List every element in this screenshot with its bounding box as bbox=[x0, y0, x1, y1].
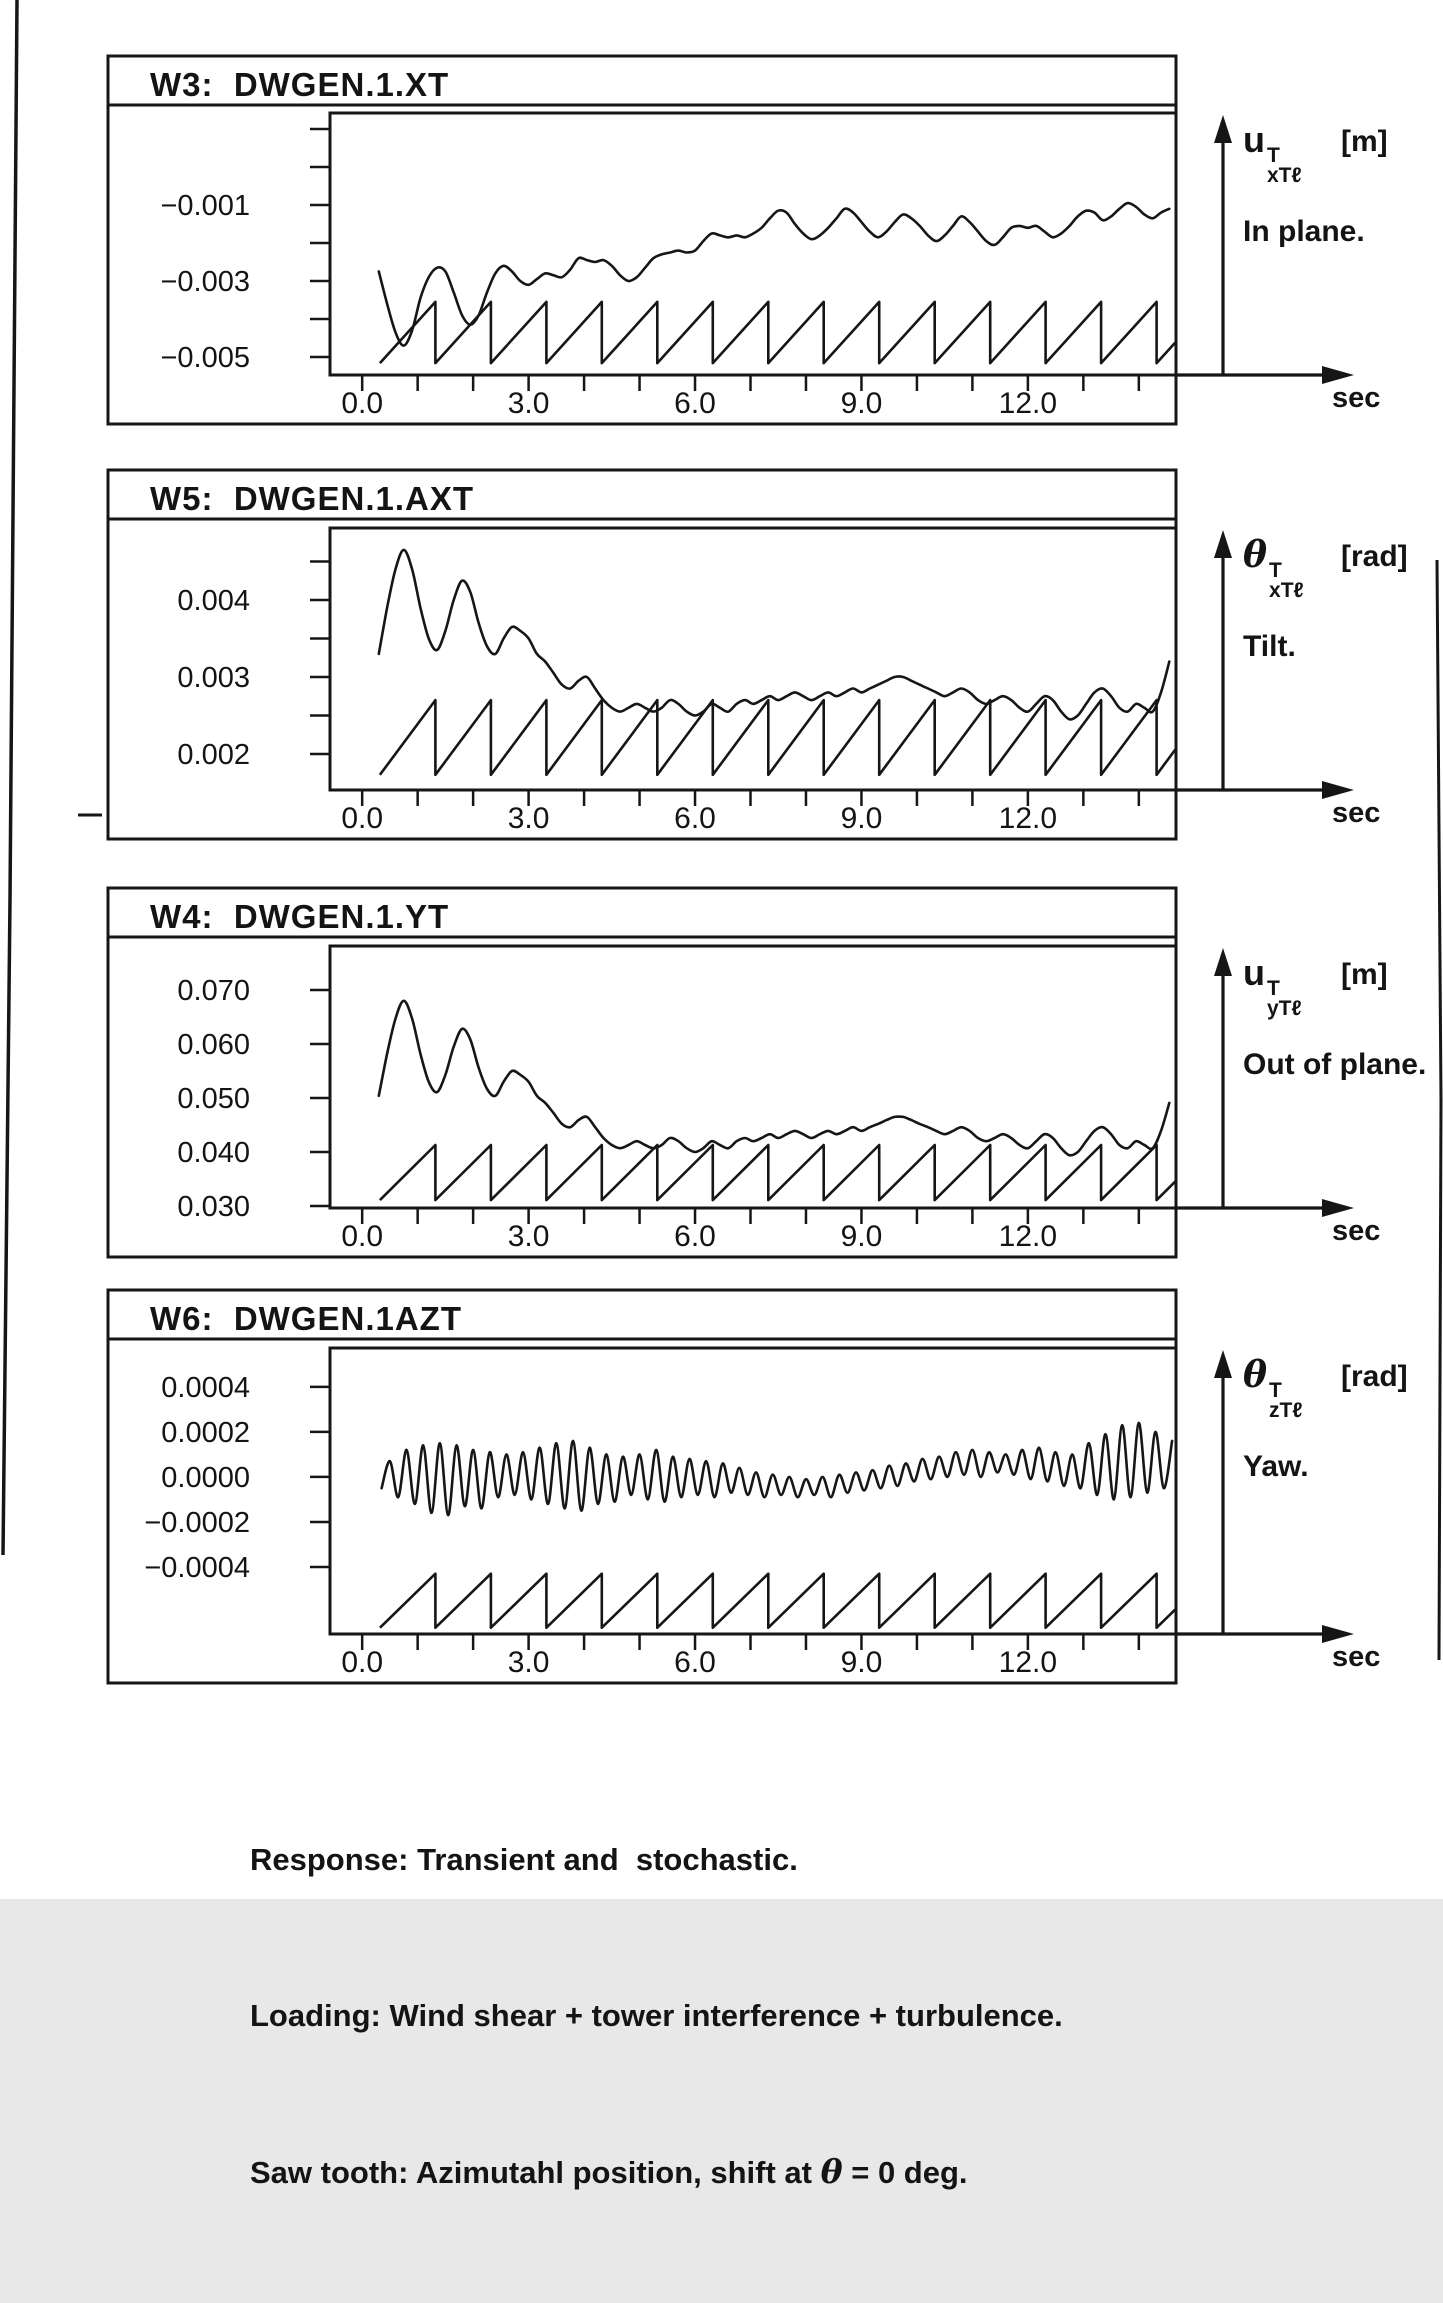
series-W6-azimuth-sawtooth bbox=[380, 1574, 1176, 1628]
time-unit-label: sec bbox=[1332, 1641, 1381, 1673]
time-unit-label: sec bbox=[1332, 1215, 1381, 1247]
y-tick-label: 0.003 bbox=[177, 661, 250, 694]
y-tick-label: 0.030 bbox=[177, 1191, 250, 1224]
series-W4-azimuth-sawtooth bbox=[380, 1145, 1176, 1200]
x-tick-label: 3.0 bbox=[507, 1220, 550, 1253]
time-unit-label: sec bbox=[1332, 797, 1381, 829]
axis-unit-W3: [m] bbox=[1341, 125, 1388, 158]
x-tick-label: 9.0 bbox=[840, 1646, 883, 1679]
x-tick-label: 12.0 bbox=[998, 387, 1058, 420]
axis-description-W4: Out of plane. bbox=[1243, 1048, 1427, 1081]
y-tick-label: −0.0002 bbox=[144, 1506, 250, 1539]
axis-symbol-W4 bbox=[1243, 952, 1302, 1019]
y-tick-label: 0.0004 bbox=[161, 1371, 250, 1404]
page-edge-left bbox=[3, 0, 17, 1555]
y-tick-label: −0.001 bbox=[160, 189, 250, 222]
y-tick-label: 0.0000 bbox=[161, 1461, 250, 1494]
symbol-sub: zTℓ bbox=[1269, 1398, 1303, 1422]
symbol-supsub bbox=[1267, 979, 1302, 1019]
page-edge-right bbox=[1437, 560, 1441, 1660]
x-tick-label: 6.0 bbox=[674, 1646, 716, 1679]
panel-title-W4: W4: DWGEN.1.YT bbox=[150, 898, 450, 935]
panel-W3-outer-box bbox=[108, 56, 1176, 424]
series-W6-response bbox=[382, 1423, 1173, 1515]
symbol-sub: yTℓ bbox=[1267, 996, 1302, 1020]
x-tick-label: 0.0 bbox=[341, 1646, 384, 1679]
y-tick-label: −0.005 bbox=[160, 341, 250, 374]
panel-W3-plot-box bbox=[330, 113, 1176, 375]
panel-W4-plot-box bbox=[330, 946, 1176, 1208]
axis-description-W5: Tilt. bbox=[1243, 630, 1296, 663]
x-tick-label: 0.0 bbox=[341, 1220, 384, 1253]
x-tick-label: 0.0 bbox=[341, 387, 384, 420]
panel-title-W5: W5: DWGEN.1.AXT bbox=[150, 480, 475, 517]
x-tick-label: 3.0 bbox=[507, 802, 550, 835]
symbol-base: u bbox=[1243, 952, 1265, 993]
caption-saw-prefix: Saw tooth: Azimutahl position, shift at bbox=[250, 2155, 821, 2190]
series-W4-response bbox=[379, 1001, 1170, 1156]
axis-unit-W6: [rad] bbox=[1341, 1360, 1408, 1393]
series-W3-azimuth-sawtooth bbox=[380, 302, 1176, 363]
series-W5-azimuth-sawtooth bbox=[380, 700, 1176, 775]
caption-saw-suffix: = 0 deg. bbox=[842, 2155, 968, 2190]
symbol-sup: T bbox=[1267, 977, 1280, 1000]
x-tick-label: 12.0 bbox=[998, 1220, 1058, 1253]
symbol-base: u bbox=[1243, 119, 1265, 160]
axis-description-W6: Yaw. bbox=[1243, 1450, 1309, 1483]
symbol-base: θ bbox=[1243, 1354, 1268, 1396]
symbol-supsub bbox=[1267, 146, 1302, 186]
axis-symbol-W5 bbox=[1243, 534, 1304, 601]
series-W5-response bbox=[379, 550, 1170, 720]
x-tick-label: 3.0 bbox=[507, 387, 550, 420]
x-tick-label: 9.0 bbox=[840, 802, 883, 835]
x-tick-label: 9.0 bbox=[840, 1220, 883, 1253]
y-tick-label: 0.050 bbox=[177, 1083, 250, 1116]
symbol-sup: T bbox=[1269, 1379, 1282, 1402]
y-tick-label: 0.0002 bbox=[161, 1416, 250, 1449]
time-unit-label: sec bbox=[1332, 382, 1381, 414]
x-tick-label: 12.0 bbox=[998, 1646, 1058, 1679]
symbol-sup: T bbox=[1267, 144, 1280, 167]
symbol-base: θ bbox=[1243, 534, 1268, 576]
theta-symbol: θ bbox=[820, 2152, 843, 2191]
response-axis-arrowhead bbox=[1214, 530, 1232, 558]
x-tick-label: 12.0 bbox=[998, 802, 1058, 835]
y-tick-label: −0.003 bbox=[160, 265, 250, 298]
response-axis-arrowhead bbox=[1214, 115, 1232, 143]
x-tick-label: 3.0 bbox=[507, 1646, 550, 1679]
axis-symbol-W3 bbox=[1243, 119, 1302, 186]
symbol-supsub bbox=[1269, 561, 1304, 601]
response-axis-arrowhead bbox=[1214, 948, 1232, 976]
series-W3-response bbox=[379, 203, 1170, 346]
axis-description-W3: In plane. bbox=[1243, 215, 1365, 248]
panel-W6-plot-box bbox=[330, 1348, 1176, 1634]
panel-W5-plot-box bbox=[330, 528, 1176, 790]
symbol-sub: xTℓ bbox=[1267, 163, 1302, 187]
y-tick-label: 0.002 bbox=[177, 738, 250, 771]
x-tick-label: 6.0 bbox=[674, 802, 716, 835]
x-tick-label: 6.0 bbox=[674, 387, 716, 420]
caption-block bbox=[250, 1730, 1063, 2303]
panel-W5-outer-box bbox=[108, 470, 1176, 839]
panel-title-W3: W3: DWGEN.1.XT bbox=[150, 66, 450, 103]
panel-W4-outer-box bbox=[108, 888, 1176, 1257]
axis-unit-W4: [m] bbox=[1341, 958, 1388, 991]
caption-loading: Loading: Wind shear + tower interference + turbulence. bbox=[250, 1998, 1063, 2033]
x-tick-label: 0.0 bbox=[341, 802, 384, 835]
y-tick-label: 0.070 bbox=[177, 974, 250, 1007]
caption-sawtooth bbox=[250, 2146, 1063, 2199]
symbol-sup: T bbox=[1269, 559, 1282, 582]
x-tick-label: 6.0 bbox=[674, 1220, 716, 1253]
axis-unit-W5: [rad] bbox=[1341, 540, 1408, 573]
y-tick-label: 0.060 bbox=[177, 1029, 250, 1062]
symbol-sub: xTℓ bbox=[1269, 578, 1304, 602]
y-tick-label: −0.0004 bbox=[144, 1551, 250, 1584]
response-axis-arrowhead bbox=[1214, 1350, 1232, 1378]
panel-title-W6: W6: DWGEN.1AZT bbox=[150, 1300, 462, 1337]
y-tick-label: 0.040 bbox=[177, 1137, 250, 1170]
x-tick-label: 9.0 bbox=[840, 387, 883, 420]
symbol-supsub bbox=[1269, 1381, 1303, 1421]
caption-response: Response: Transient and stochastic. bbox=[250, 1842, 798, 1877]
axis-symbol-W6 bbox=[1243, 1354, 1303, 1421]
y-tick-label: 0.004 bbox=[177, 584, 250, 617]
